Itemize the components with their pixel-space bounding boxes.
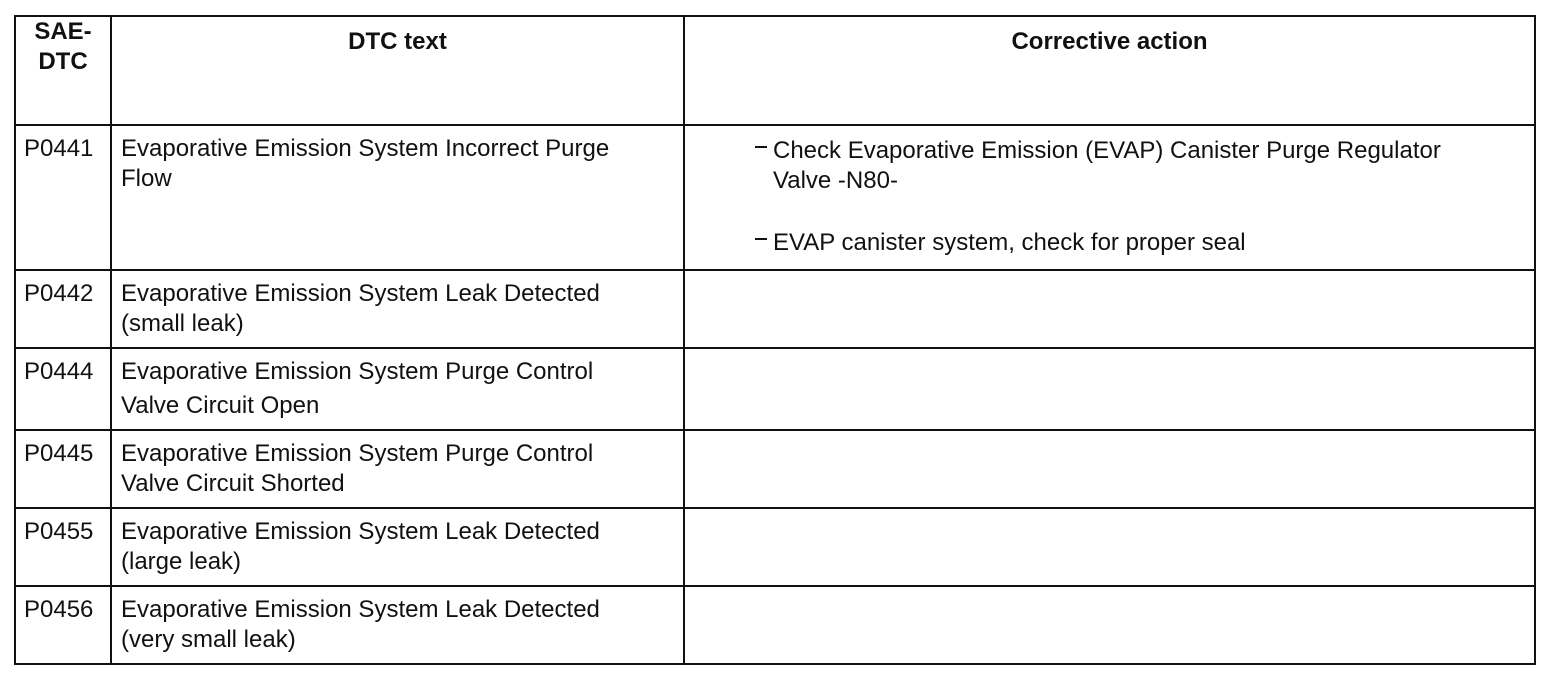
dtc-text: [111, 508, 684, 586]
dtc-text-line: (very small leak): [121, 626, 296, 653]
corrective-action: [684, 348, 1535, 430]
dtc-text-line: Evaporative Emission System Purge Control: [121, 440, 594, 467]
dtc-code: P0455: [15, 508, 111, 586]
dtc-text-line: Evaporative Emission System Purge Control: [121, 358, 594, 385]
corrective-action: [684, 586, 1535, 664]
header-sae-dtc: [15, 16, 111, 125]
dtc-text-line: Evaporative Emission System Leak Detected: [121, 280, 600, 307]
table-row: [15, 270, 1535, 348]
dtc-text: [111, 348, 684, 430]
corrective-action: [684, 270, 1535, 348]
dtc-text: [111, 586, 684, 664]
table-row: [15, 348, 1535, 430]
action-line: Valve -N80-: [773, 167, 898, 194]
table-row: [15, 430, 1535, 508]
dtc-text-line: Valve Circuit Shorted: [121, 470, 345, 497]
dtc-text-line: (small leak): [121, 310, 244, 337]
dtc-text: [111, 125, 684, 270]
dtc-text: [111, 430, 684, 508]
dtc-text-line: Evaporative Emission System Incorrect Purge: [121, 135, 610, 162]
header-dtc-text: DTC text: [111, 16, 684, 125]
dtc-table: [14, 15, 1536, 665]
corrective-action: [684, 430, 1535, 508]
action-line: Check Evaporative Emission (EVAP) Canister Purge Regulator: [773, 137, 1441, 164]
dtc-code: P0441: [15, 125, 111, 270]
header-sae-dtc-line2: DTC: [38, 48, 88, 75]
table-row: [15, 508, 1535, 586]
corrective-action: [684, 508, 1535, 586]
dash-bullet-icon: [755, 146, 767, 148]
action-list-item: [751, 228, 1524, 258]
dtc-code: P0445: [15, 430, 111, 508]
corrective-action: [684, 125, 1535, 270]
dtc-text-line: Evaporative Emission System Leak Detected: [121, 518, 600, 545]
dtc-text-line: (large leak): [121, 548, 242, 575]
dash-bullet-icon: [755, 238, 767, 240]
dtc-code: P0442: [15, 270, 111, 348]
dtc-code: P0444: [15, 348, 111, 430]
header-corrective-action: Corrective action: [684, 16, 1535, 125]
action-line: EVAP canister system, check for proper seal: [773, 229, 1246, 256]
dtc-code: P0456: [15, 586, 111, 664]
dtc-text-line: Valve Circuit Open: [121, 392, 320, 419]
action-list-item: [751, 136, 1524, 196]
dtc-text-line: Flow: [121, 165, 172, 192]
dtc-text: [111, 270, 684, 348]
dtc-text-line: Evaporative Emission System Leak Detected: [121, 596, 600, 623]
table-row: [15, 586, 1535, 664]
table-row: [15, 125, 1535, 270]
table-header-row: [15, 16, 1535, 125]
header-sae-dtc-line1: SAE-: [34, 18, 92, 45]
